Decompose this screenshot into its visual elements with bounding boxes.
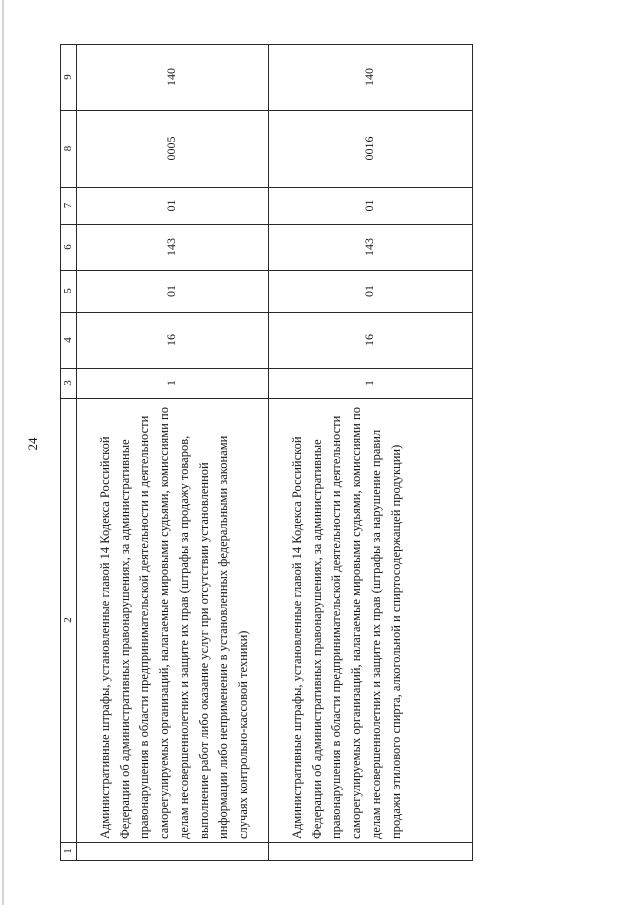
cell-value: 143 xyxy=(164,238,179,256)
table-grid-line xyxy=(76,44,77,861)
column-number: 4 xyxy=(61,337,74,343)
table-cell xyxy=(268,110,472,187)
table-grid-line xyxy=(60,44,61,861)
header-cell xyxy=(60,398,76,842)
table-cell xyxy=(268,224,472,270)
table-cell xyxy=(76,224,268,270)
table-cell xyxy=(76,110,268,187)
table-cell xyxy=(76,312,268,368)
column-number: 3 xyxy=(61,380,74,386)
cell-value: 01 xyxy=(362,199,377,212)
cell-value xyxy=(76,842,268,860)
table-cell xyxy=(268,187,472,224)
table-grid-line xyxy=(60,110,473,111)
header-cell xyxy=(60,842,76,860)
table-grid-line xyxy=(60,842,473,843)
cell-value: 16 xyxy=(362,334,377,346)
column-number: 1 xyxy=(61,848,74,854)
column-number: 8 xyxy=(61,145,74,152)
table-cell xyxy=(268,368,472,398)
header-cell xyxy=(60,110,76,187)
table-cell xyxy=(268,44,472,110)
column-number: 2 xyxy=(61,617,74,623)
cell-value: 140 xyxy=(164,68,179,86)
header-cell xyxy=(60,368,76,398)
cell-value xyxy=(268,842,472,860)
table-cell xyxy=(268,842,472,860)
column-number: 7 xyxy=(61,202,74,209)
table-grid-line xyxy=(60,270,473,271)
cell-value: 1 xyxy=(362,380,377,386)
table-cell xyxy=(268,270,472,312)
cell-value: 01 xyxy=(164,285,179,297)
table-grid-line xyxy=(472,44,473,861)
page-number: 24 xyxy=(25,437,40,451)
table-grid-line xyxy=(60,398,473,399)
cell-value: 140 xyxy=(362,68,377,86)
column-number: 5 xyxy=(61,288,74,294)
header-cell xyxy=(60,187,76,224)
cell-value: 0005 xyxy=(164,136,179,161)
cell-value: 01 xyxy=(164,199,179,212)
table-cell xyxy=(268,398,472,842)
table-cell xyxy=(76,44,268,110)
table-cell xyxy=(76,270,268,312)
table-grid-line xyxy=(60,860,473,861)
table-grid-line xyxy=(60,44,473,45)
cell-value: 143 xyxy=(362,238,377,256)
cell-value: 1 xyxy=(164,380,179,386)
header-cell xyxy=(60,312,76,368)
table-grid-line xyxy=(60,368,473,369)
income-description: Административные штрафы, установленные главой 14 Кодекса Российской Федерации об административных правонарушениях, за административные правонарушения в области предпринимательской деятельности и деятельности саморегулируемых организаций, налагаемые мировыми судьями, комиссиями по делам несовершеннолетних и защите их прав (штрафы за нарушение правил продажи этилового спирта, алкогольной и спиртосодержащей продукции) xyxy=(290,407,403,839)
column-number: 6 xyxy=(61,244,74,250)
table-grid-line xyxy=(268,44,269,861)
cell-value: 0016 xyxy=(362,136,377,161)
table-cell xyxy=(76,368,268,398)
column-number: 9 xyxy=(61,74,74,80)
table-cell xyxy=(76,187,268,224)
table-cell xyxy=(76,398,268,842)
header-cell xyxy=(60,224,76,270)
table-cell xyxy=(76,842,268,860)
table-grid-line xyxy=(60,224,473,225)
income-description: Административные штрафы, установленные главой 14 Кодекса Российской Федерации об административных правонарушениях, за административные правонарушения в области предпринимательской деятельности и деятельности саморегулируемых организаций, налагаемые мировыми судьями, комиссиями по делам несовершеннолетних и защите их прав (штрафы за продажу товаров, выполнение работ либо оказание услуг при отсутствии установленной информации либо неприменение в установленных федеральными законами случаях контрольно-кассовой техники) xyxy=(98,407,250,839)
cell-value: 16 xyxy=(164,334,179,346)
table-cell xyxy=(268,312,472,368)
header-cell xyxy=(60,270,76,312)
cell-value: 01 xyxy=(362,285,377,297)
table-grid-line xyxy=(60,312,473,313)
header-cell xyxy=(60,44,76,110)
table-grid-line xyxy=(60,187,473,188)
